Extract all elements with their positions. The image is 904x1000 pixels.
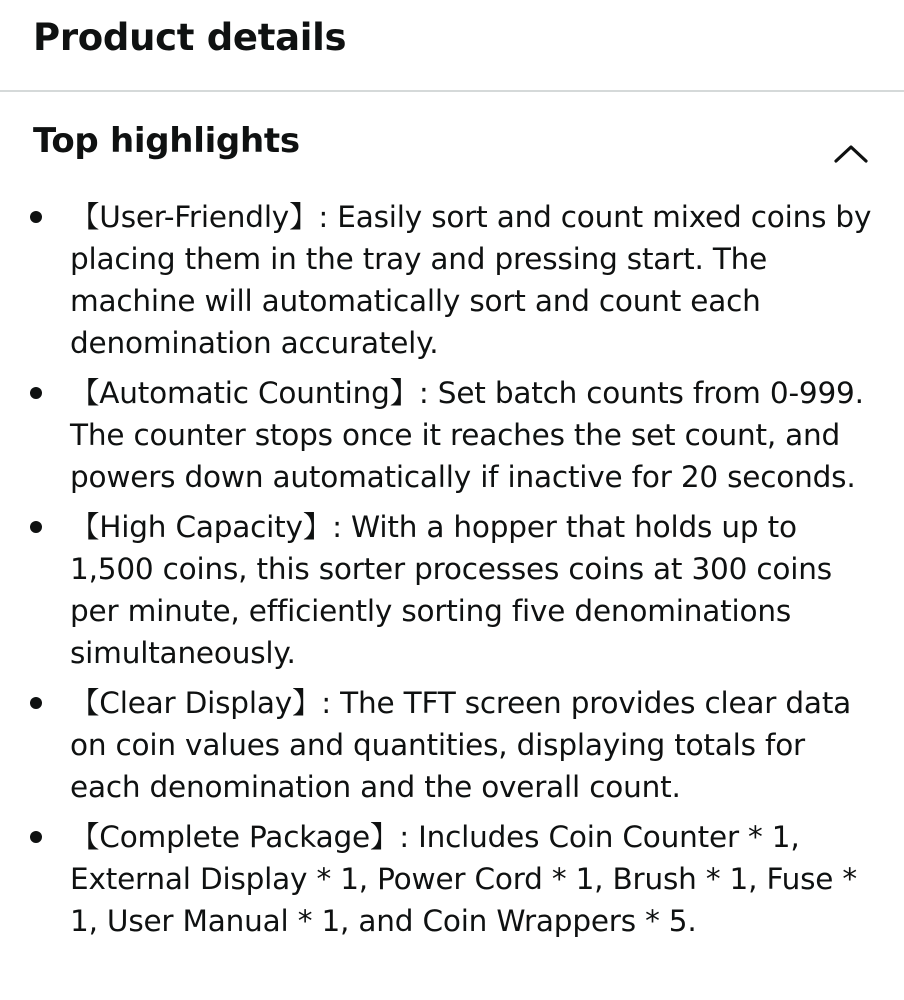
highlight-text: 【Complete Package】: Includes Coin Counter * 1, External Display * 1, Power Cord * 1, Brush * 1, Fuse * 1, User Manual * 1, and Coin Wrappers * 5.	[70, 820, 857, 938]
collapse-button[interactable]	[826, 134, 876, 174]
list-item	[0, 682, 904, 808]
bullet-icon	[30, 831, 42, 843]
bullet-icon	[30, 211, 42, 223]
list-item	[0, 816, 904, 942]
highlight-text: 【High Capacity】: With a hopper that holds up to 1,500 coins, this sorter processes coins at 300 coins per minute, efficiently sorting five denominations simultaneously.	[70, 510, 832, 670]
highlights-list	[0, 196, 904, 950]
list-item	[0, 372, 904, 498]
highlight-text: 【Clear Display】: The TFT screen provides clear data on coin values and quantities, displaying totals for each denomination and the overall count.	[70, 686, 852, 804]
page-title: Product details	[33, 16, 347, 59]
section-title: Top highlights	[33, 121, 300, 161]
highlight-text: 【Automatic Counting】: Set batch counts from 0-999. The counter stops once it reaches the set count, and powers down automatically if inactive for 20 seconds.	[70, 376, 864, 494]
highlight-text: 【User-Friendly】: Easily sort and count mixed coins by placing them in the tray and pressing start. The machine will automatically sort and count each denomination accurately.	[70, 200, 872, 360]
top-highlights-header[interactable]	[0, 110, 904, 180]
product-details-header	[0, 0, 904, 92]
bullet-icon	[30, 697, 42, 709]
bullet-icon	[30, 521, 42, 533]
bullet-icon	[30, 387, 42, 399]
list-item	[0, 506, 904, 674]
chevron-up-icon	[833, 141, 869, 165]
list-item	[0, 196, 904, 364]
